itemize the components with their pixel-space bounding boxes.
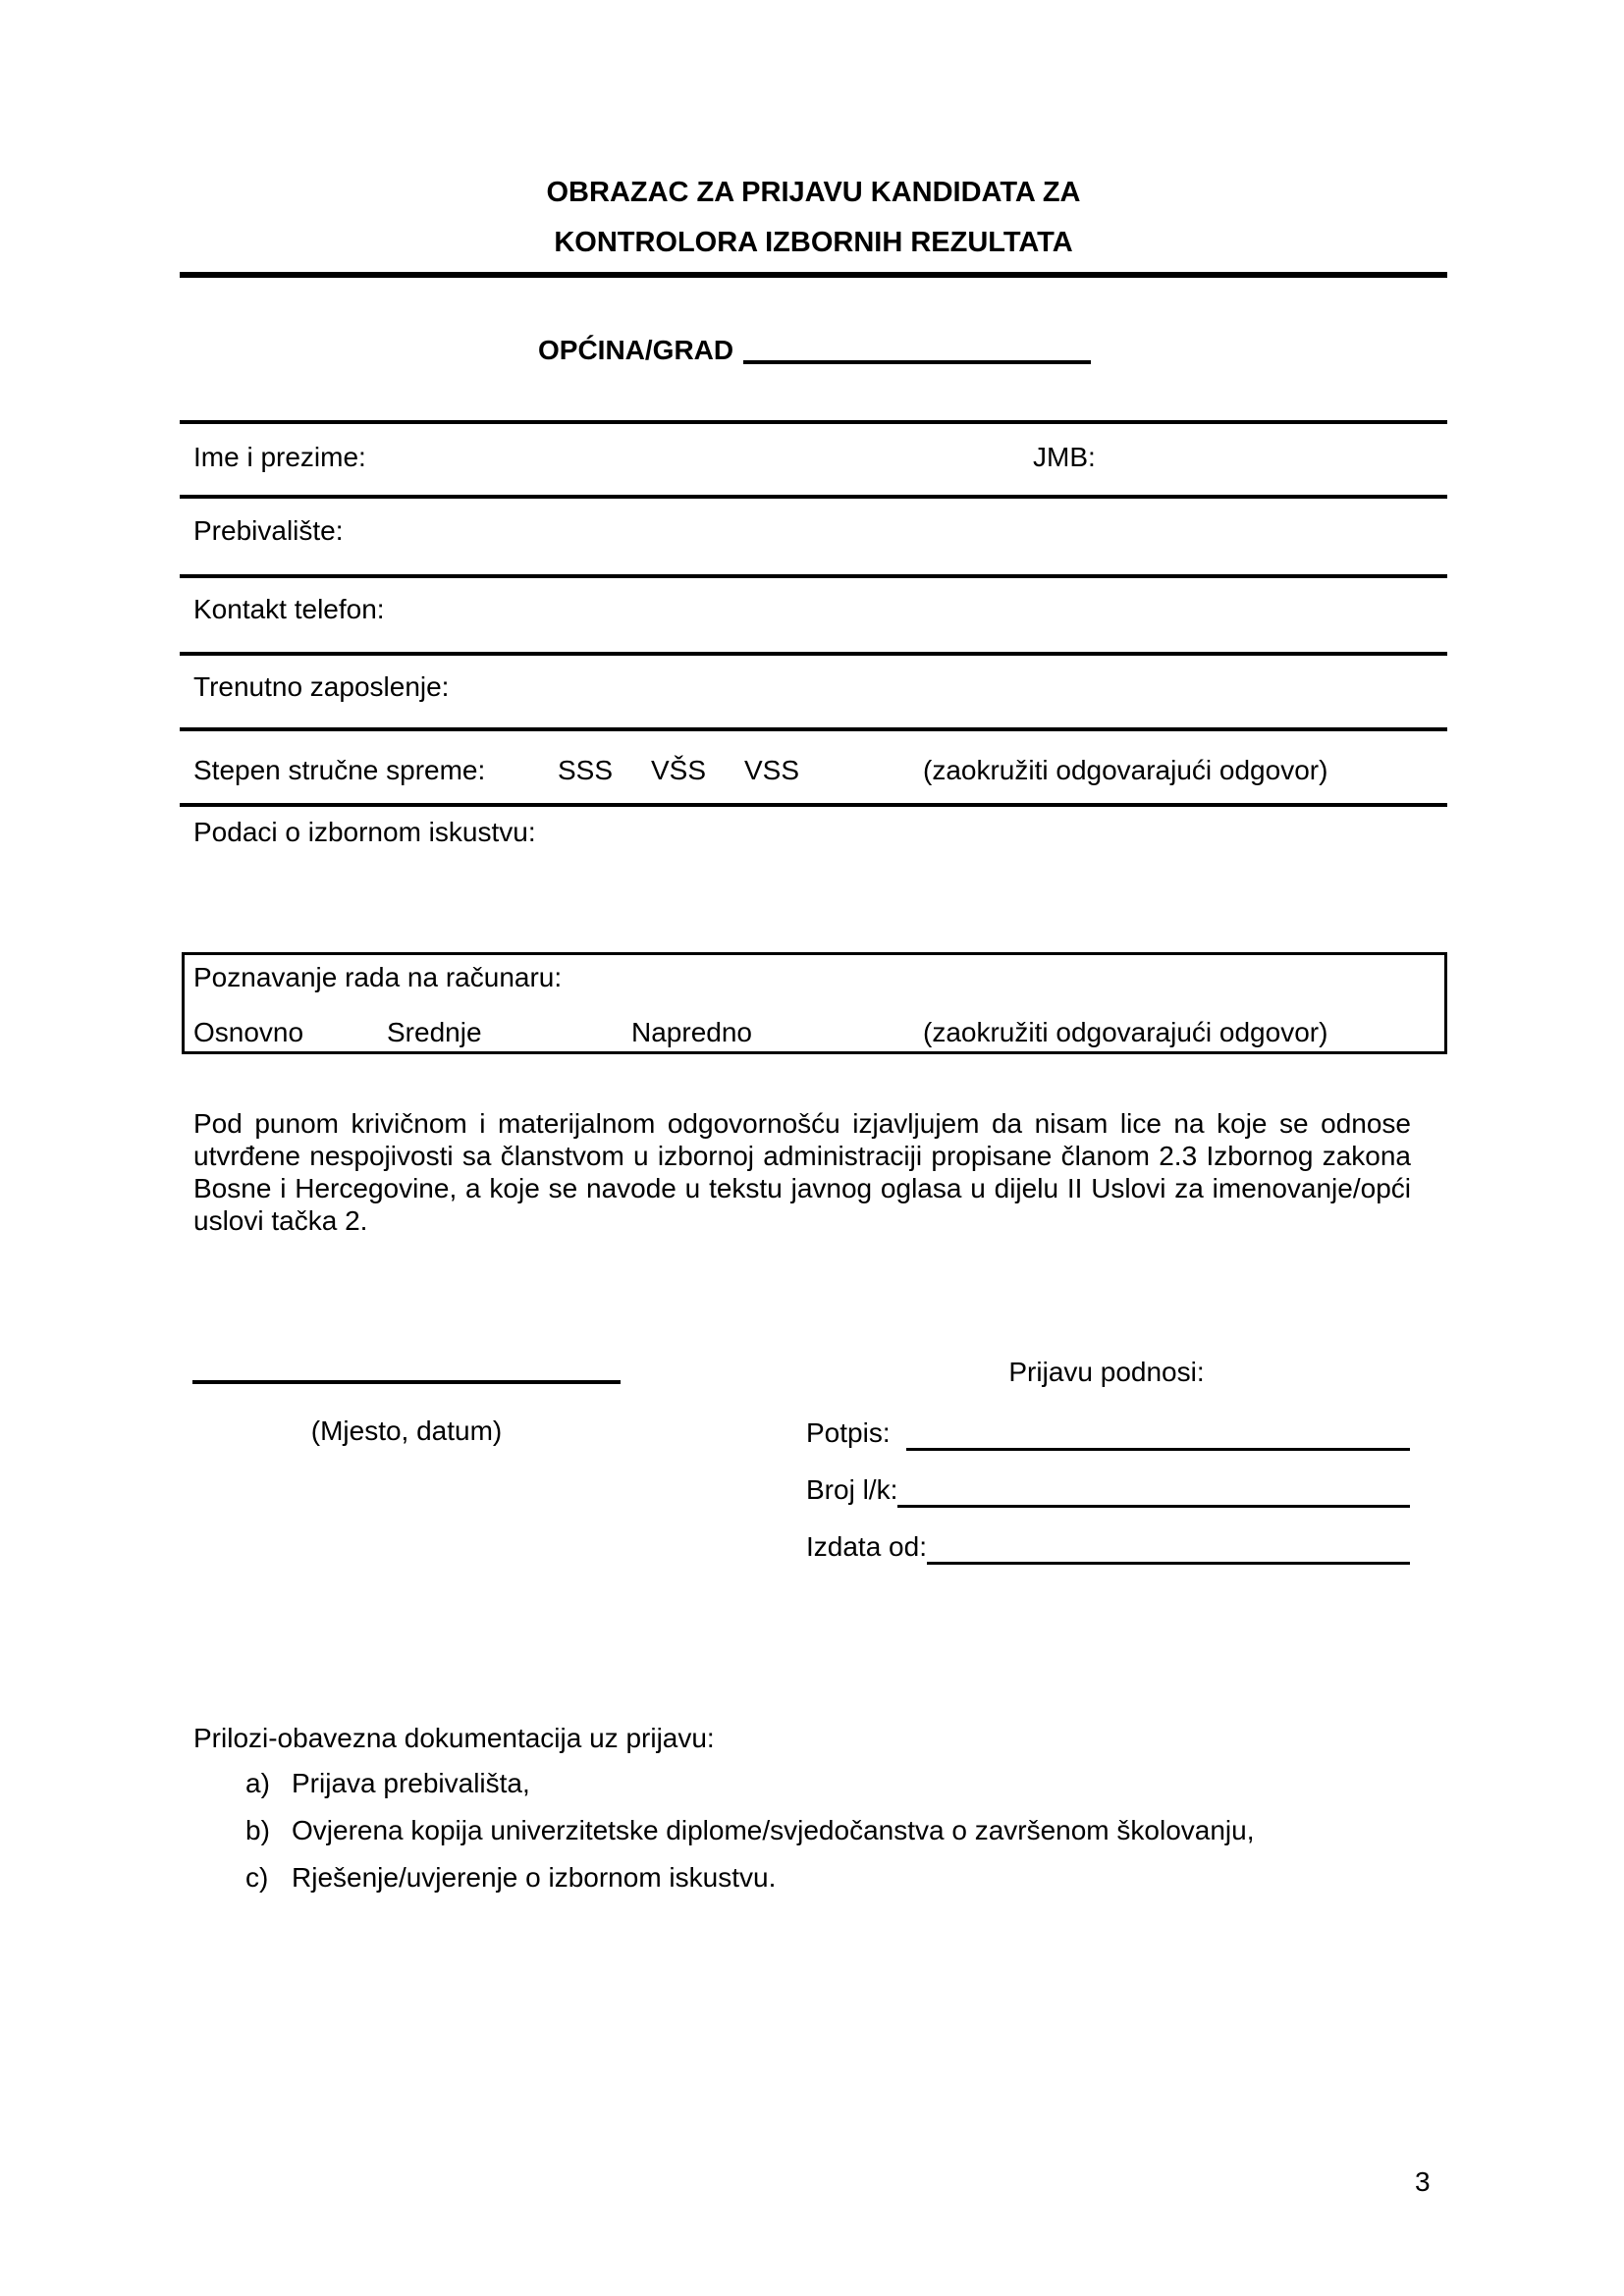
residence-field-label: Prebivalište: xyxy=(193,515,344,546)
education-option-vss-higher: VŠS xyxy=(651,755,707,785)
experience-field-label: Podaci o izbornom iskustvu: xyxy=(193,817,536,847)
phone-field-label: Kontakt telefon: xyxy=(193,594,385,624)
attachment-item-text: Rješenje/uvjerenje o izbornom iskustvu. xyxy=(292,1862,777,1893)
attachments-heading: Prilozi-obavezna dokumentacija uz prijavu: xyxy=(193,1723,715,1753)
signature-blank-line xyxy=(906,1416,1410,1451)
attachment-item-text: Prijava prebivališta, xyxy=(292,1768,530,1798)
computer-skills-label: Poznavanje rada na računaru: xyxy=(193,962,563,992)
attachment-item-text: Ovjerena kopija univerzitetske diplome/svjedočanstva o završenom školovanju, xyxy=(292,1815,1255,1845)
title-separator-rule xyxy=(180,272,1447,278)
municipality-blank-line xyxy=(743,359,1091,364)
attachment-item xyxy=(245,1767,530,1799)
name-field-label: Ime i prezime: xyxy=(193,442,366,472)
skill-option-osnovno: Osnovno xyxy=(193,1017,304,1047)
signature-row xyxy=(806,1416,1410,1451)
municipality-row xyxy=(538,334,1091,366)
field-rule-3 xyxy=(180,652,1447,656)
education-circle-note: (zaokružiti odgovarajući odgovor) xyxy=(923,755,1328,785)
education-level-label: Stepen stručne spreme: xyxy=(193,755,486,785)
attachment-item-marker: b) xyxy=(245,1815,270,1845)
jmb-field-label: JMB: xyxy=(1033,442,1096,472)
education-option-vss: VSS xyxy=(744,755,800,785)
skill-option-srednje: Srednje xyxy=(387,1017,482,1047)
place-date-blank-line xyxy=(192,1380,621,1384)
field-rule-top xyxy=(180,420,1447,424)
declaration-paragraph xyxy=(193,1107,1411,1237)
form-title-line-2: KONTROLORA IZBORNIH REZULTATA xyxy=(554,227,1073,258)
place-date-label: (Mjesto, datum) xyxy=(310,1415,503,1446)
declaration-line-3: Bosne i Hercegovine, a koje se navode u tekstu javnog oglasa u dijelu II Uslovi za imenovanje/opći xyxy=(193,1173,1411,1203)
education-option-sss: SSS xyxy=(558,755,614,785)
id-number-label: Broj l/k: xyxy=(806,1474,898,1505)
declaration-line-2: utvrđene nespojivosti sa članstvom u izbornoj administraciji propisane članom 2.3 Izbornog zakona xyxy=(193,1141,1411,1171)
municipality-label: OPĆINA/GRAD xyxy=(538,335,734,365)
declaration-line-1: Pod punom krivičnom i materijalnom odgovornošću izjavljujem da nisam lice na koje se odnose xyxy=(193,1108,1411,1139)
issued-by-blank-line xyxy=(927,1530,1410,1565)
field-rule-1 xyxy=(180,495,1447,499)
field-rule-2 xyxy=(180,574,1447,578)
attachment-item-marker: c) xyxy=(245,1862,269,1893)
id-number-blank-line xyxy=(897,1473,1410,1508)
form-title-line-1: OBRAZAC ZA PRIJAVU KANDIDATA ZA xyxy=(546,177,1081,208)
skill-option-napredno: Napredno xyxy=(631,1017,752,1047)
employment-field-label: Trenutno zaposlenje: xyxy=(193,671,450,702)
computer-skills-box xyxy=(182,952,1447,1054)
field-rule-4 xyxy=(180,727,1447,731)
issued-by-label: Izdata od: xyxy=(806,1531,927,1562)
field-rule-5 xyxy=(180,803,1447,807)
page-number: 3 xyxy=(1415,2166,1431,2197)
computer-skills-circle-note: (zaokružiti odgovarajući odgovor) xyxy=(923,1017,1328,1047)
submitter-heading: Prijavu podnosi: xyxy=(1008,1357,1205,1387)
attachment-item-marker: a) xyxy=(245,1768,270,1798)
attachment-item xyxy=(245,1814,1255,1846)
issued-by-row xyxy=(806,1530,1410,1565)
declaration-line-4: uslovi tačka 2. xyxy=(193,1205,368,1236)
id-number-row xyxy=(806,1473,1410,1508)
attachment-item xyxy=(245,1861,776,1894)
signature-label: Potpis: xyxy=(806,1417,891,1448)
